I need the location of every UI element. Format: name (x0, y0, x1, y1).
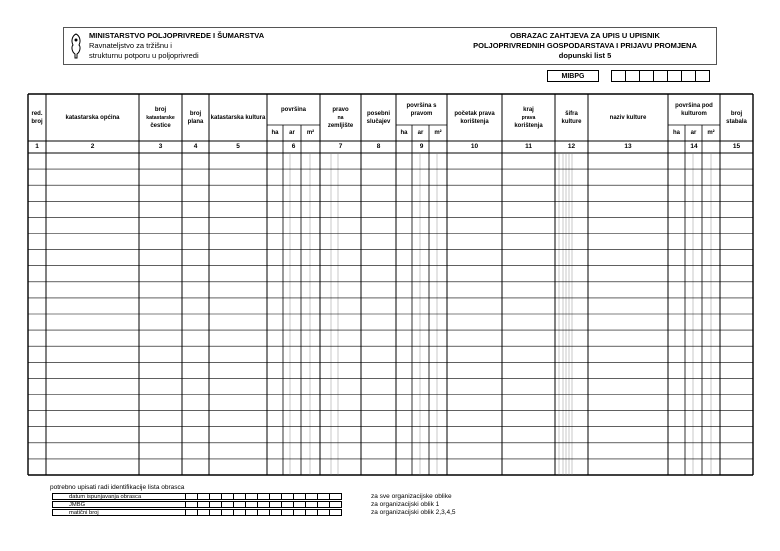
column-header-c8 (361, 94, 396, 141)
column-header-c3 (139, 94, 182, 141)
identification-digit[interactable] (330, 501, 342, 508)
identification-digit[interactable] (186, 509, 198, 516)
column-number: 2 (90, 143, 95, 150)
identification-digit[interactable] (270, 509, 282, 516)
column-header-label: površina (280, 106, 306, 113)
identification-digit[interactable] (258, 493, 270, 500)
identification-digit[interactable] (282, 509, 294, 516)
unit-header: m² (434, 130, 442, 136)
column-header-label: površina pod kulturom (675, 102, 713, 117)
column-number: 1 (35, 143, 39, 150)
unit-header: m² (707, 130, 715, 136)
identification-digit[interactable] (330, 509, 342, 516)
identification-digit[interactable] (282, 493, 294, 500)
identification-digit[interactable] (258, 501, 270, 508)
identification-digit[interactable] (258, 509, 270, 516)
column-header-label-2: korištenja (514, 122, 543, 129)
identification-digit[interactable] (318, 493, 330, 500)
form-title-line2: POLJOPRIVREDNIH GOSPODARSTAVA I PRIJAVU PROMJENA (473, 41, 697, 50)
identification-digit[interactable] (306, 509, 318, 516)
column-header-label: naziv kulture (609, 114, 647, 121)
column-header-label-2: čestice (150, 122, 171, 129)
identification-digit[interactable] (270, 493, 282, 500)
identification-digit[interactable] (282, 501, 294, 508)
directorate-name: Ravnateljstvo za tržišnu i (89, 41, 172, 50)
identification-digit[interactable] (210, 501, 222, 508)
identification-digit[interactable] (198, 493, 210, 500)
unit-header: ar (417, 130, 424, 136)
column-header-c13 (588, 94, 668, 141)
identification-digit[interactable] (330, 493, 342, 500)
column-number: 11 (525, 143, 532, 150)
column-number: 9 (419, 143, 424, 150)
identification-digit[interactable] (186, 501, 198, 508)
column-header-c2 (46, 94, 139, 141)
ministry-name: MINISTARSTVO POLJOPRIVREDE I ŠUMARSTVA (89, 31, 265, 40)
column-header-label: broj stabala (726, 110, 747, 125)
identification-digit[interactable] (270, 501, 282, 508)
column-header-label: red. broj (31, 110, 43, 125)
column-number: 7 (338, 143, 343, 150)
column-header-sublabel: katastarske (146, 114, 175, 121)
column-number: 5 (236, 143, 240, 150)
identification-digit[interactable] (234, 509, 246, 516)
column-number: 13 (624, 143, 632, 150)
identification-description: za sve organizacijske oblike (371, 493, 452, 500)
column-header-label: pravo (332, 106, 349, 113)
column-header-c14 (668, 94, 720, 125)
column-header-c4 (182, 94, 209, 141)
unit-header: m² (306, 130, 315, 136)
column-number: 12 (567, 143, 576, 150)
column-header-label: posebni slučajev (366, 110, 391, 125)
column-header-label: početak prava korištenja (454, 110, 495, 125)
identification-digit[interactable] (186, 493, 198, 500)
column-header-label: katastarska općina (65, 114, 120, 121)
identification-digit[interactable] (294, 501, 306, 508)
column-header-sublabel: prava (521, 114, 536, 121)
column-number: 10 (470, 143, 479, 150)
identification-row (52, 501, 342, 508)
identification-digit[interactable] (222, 493, 234, 500)
identification-row (52, 509, 342, 516)
form-title-line1: OBRAZAC ZAHTJEVA ZA UPIS U UPISNIK (510, 31, 660, 40)
column-header-label: katastarska kultura (210, 114, 266, 121)
mibpg-label: MIBPG (547, 70, 599, 82)
column-header-label: šifra kulture (561, 110, 582, 125)
unit-header: ha (271, 130, 279, 136)
identification-digit[interactable] (246, 493, 258, 500)
identification-label: datum ispunjavanja obrasca (52, 493, 186, 500)
identification-digit[interactable] (222, 501, 234, 508)
unit-header: ha (400, 130, 408, 136)
identification-digit[interactable] (318, 509, 330, 516)
column-header-c10 (447, 94, 502, 141)
identification-digit[interactable] (246, 501, 258, 508)
unit-header: ar (690, 130, 697, 136)
unit-header: ha (672, 130, 680, 136)
column-header-c11 (502, 94, 555, 141)
column-number: 14 (690, 143, 698, 150)
column-header-c7 (320, 94, 361, 141)
column-number: 3 (158, 143, 163, 150)
form-title-line3: dopunski list 5 (558, 51, 612, 60)
footer-note: potrebno upisati radi identifikacije lista obrasca (50, 484, 185, 491)
identification-digit[interactable] (210, 509, 222, 516)
identification-digit[interactable] (318, 501, 330, 508)
column-header-label: površina s pravom (406, 102, 437, 117)
identification-description: za organizacijski oblik 2,3,4,5 (371, 509, 456, 516)
identification-label: JMBG (52, 501, 186, 508)
column-header-c6 (267, 94, 320, 125)
column-header-c5 (209, 94, 267, 141)
column-number: 15 (732, 143, 741, 150)
identification-digit[interactable] (198, 509, 210, 516)
identification-digit[interactable] (198, 501, 210, 508)
column-header-label: kraj (523, 106, 534, 113)
column-header-c9 (396, 94, 447, 125)
column-header-c12 (555, 94, 588, 141)
column-header-c15 (720, 94, 753, 141)
unit-header: ar (289, 130, 295, 136)
identification-row (52, 493, 342, 500)
identification-digit[interactable] (234, 501, 246, 508)
column-number: 6 (291, 143, 296, 150)
identification-digit[interactable] (294, 493, 306, 500)
column-number: 4 (193, 143, 198, 150)
identification-digit[interactable] (306, 501, 318, 508)
identification-digit[interactable] (234, 493, 246, 500)
identification-description: za organizacijski oblik 1 (371, 501, 440, 508)
column-header-label: broj plana (187, 110, 204, 125)
identification-digit[interactable] (294, 509, 306, 516)
column-header-label-2: zemljište (327, 122, 354, 129)
column-number: 8 (376, 143, 381, 150)
identification-digit[interactable] (246, 509, 258, 516)
identification-digit[interactable] (306, 493, 318, 500)
column-header-sublabel: na (337, 114, 344, 121)
column-header-label: broj (154, 106, 167, 113)
column-header-c1 (28, 94, 46, 141)
identification-label: matični broj (52, 509, 186, 516)
identification-digit[interactable] (222, 509, 234, 516)
identification-digit[interactable] (210, 493, 222, 500)
directorate-name-2: strukturnu potporu u poljoprivredi (89, 51, 199, 60)
